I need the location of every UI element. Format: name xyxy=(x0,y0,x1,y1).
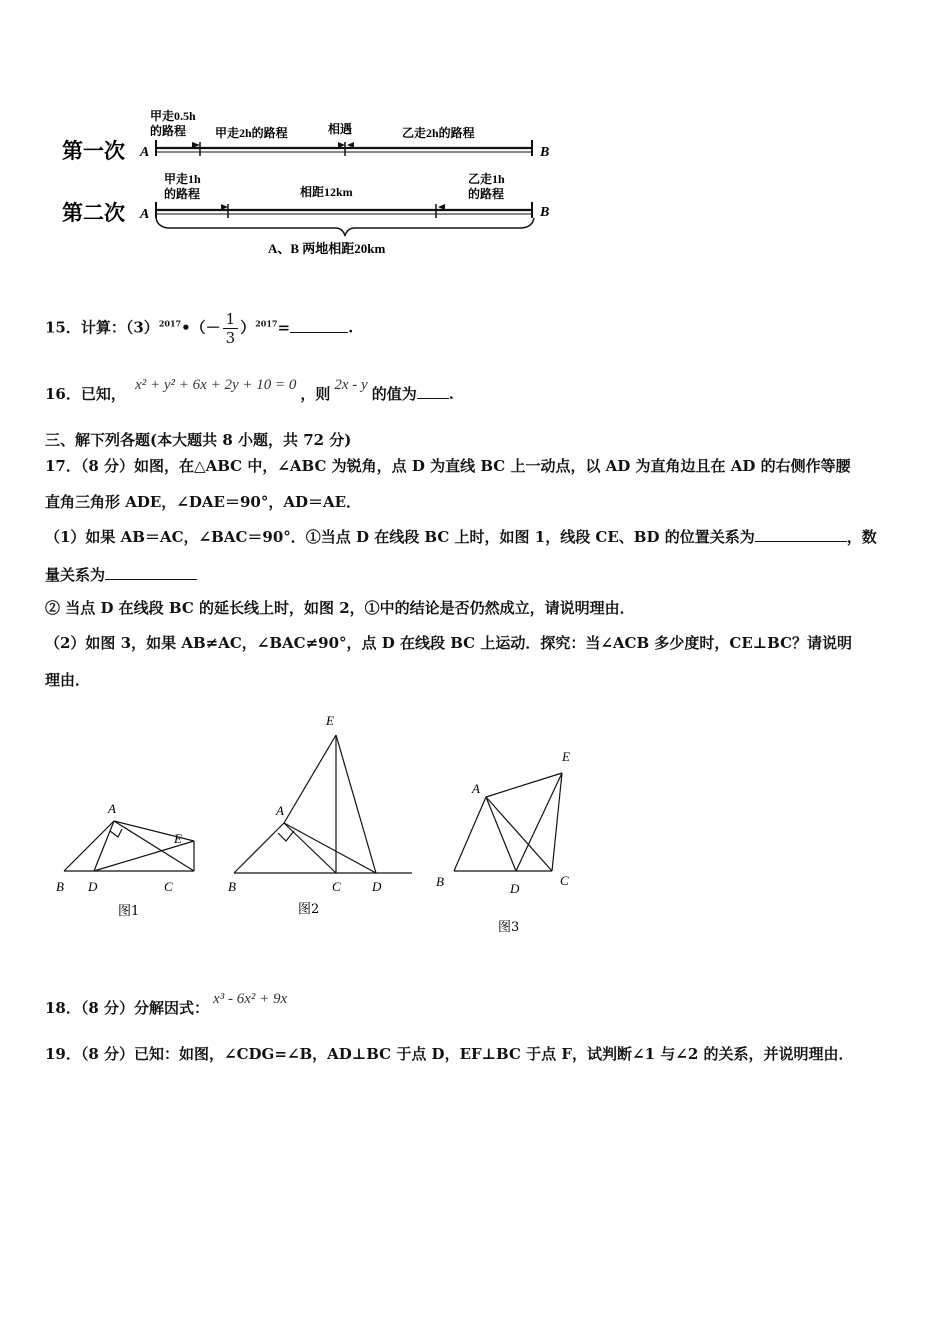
total-brace xyxy=(156,218,534,236)
row1-seg1-line2: 的路程 xyxy=(150,124,187,138)
q16-equation: x² + y² + 6x + 2y + 10 = 0 xyxy=(135,377,297,393)
q17-line3b: ，数 xyxy=(846,528,877,546)
total-distance-text: A、B 两地相距20km xyxy=(268,241,386,256)
fig3-label-d: D xyxy=(510,881,520,896)
fig1-label-b: B xyxy=(56,879,64,894)
section-3-title: 三、解下列各题(本大题共 8 小题，共 72 分) xyxy=(45,431,352,449)
q15-exp2: 2017 xyxy=(255,318,278,329)
q15-mid: •（－ xyxy=(181,318,221,337)
fig3-label-c: C xyxy=(560,873,569,888)
row1-seg3-text: 乙走2h的路程 xyxy=(402,126,475,140)
q17-line1: 17．（8 分）如图，在△ABC 中，∠ABC 为锐角，点 D 为直线 BC 上一动点，以 AD 为直角边且在 AD 的右侧作等腰 xyxy=(45,457,851,475)
row2-point-b: B xyxy=(540,205,550,220)
fig1-caption: 图1 xyxy=(118,904,140,919)
figure-1 xyxy=(64,821,194,871)
q15-prefix: 15．计算：（3） xyxy=(45,318,159,337)
row2-seg3-text xyxy=(468,171,508,201)
q17-line3 xyxy=(45,526,877,547)
q17-line6: （2）如图 3，如果 AB≠AC，∠BAC≠90°，点 D 在线段 BC 上运动．探究：当∠ACB 多少度时，CE⊥BC？请说明 xyxy=(45,634,853,652)
q16-suffix: 的值为 xyxy=(371,385,417,403)
fig2-caption: 图2 xyxy=(298,902,320,917)
q15-close: ） xyxy=(240,318,256,337)
question-16 xyxy=(45,377,454,404)
row2-point-a: A xyxy=(140,207,150,222)
row2-seg1-line1: 甲走1h xyxy=(164,172,201,186)
q15-end: . xyxy=(348,318,354,337)
fig3-label-e: E xyxy=(562,749,570,764)
row1-point-b: B xyxy=(540,145,550,160)
row1-seg1-text xyxy=(150,108,199,138)
fig3-label-b: B xyxy=(436,874,444,889)
q16-mid: ，则 xyxy=(300,385,331,403)
q17-quantity-blank[interactable] xyxy=(105,579,197,580)
fig1-label-d: D xyxy=(88,879,98,894)
distance-diagram xyxy=(60,100,570,265)
q15-fraction xyxy=(223,310,239,347)
q16-end: . xyxy=(448,385,454,403)
figure-2 xyxy=(234,735,412,873)
fig3-label-a: A xyxy=(472,781,480,796)
row2-label: 第二次 xyxy=(62,201,125,225)
q15-answer-blank[interactable] xyxy=(290,332,348,333)
fig1-label-c: C xyxy=(164,879,173,894)
q18-prefix: 18．（8 分）分解因式： xyxy=(45,999,210,1017)
row2-seg3-line2: 的路程 xyxy=(468,187,505,201)
question-19: 19．（8 分）已知：如图，∠CDG=∠B，AD⊥BC 于点 D，EF⊥BC 于点 F，试判断∠1 与∠2 的关系，并说明理由． xyxy=(45,1045,854,1063)
q16-expr: 2x - y xyxy=(334,377,368,393)
row2-seg1-text xyxy=(164,171,204,201)
q18-expr: x³ - 6x² + 9x xyxy=(213,991,288,1007)
q17-line4 xyxy=(45,564,197,585)
q17-line2: 直角三角形 ADE，∠DAE＝90°，AD＝AE． xyxy=(45,493,362,511)
fig2-label-b: B xyxy=(228,879,236,894)
q15-frac-num: 1 xyxy=(223,310,239,329)
q17-line3a: （1）如果 AB＝AC，∠BAC＝90°．①当点 D 在线段 BC 上时，如图 1，线段 CE、BD 的位置关系为 xyxy=(45,528,755,546)
row1-seg2-text: 甲走2h的路程 xyxy=(215,126,288,140)
figure-3 xyxy=(454,773,562,871)
fig3-caption: 图3 xyxy=(498,920,520,935)
fig2-label-c: C xyxy=(332,879,341,894)
q15-suffix: = xyxy=(277,318,291,337)
row1-point-a: A xyxy=(140,145,150,160)
row2-seg3-line1: 乙走1h xyxy=(468,172,505,186)
q16-prefix: 16．已知， xyxy=(45,385,126,403)
q17-figures xyxy=(50,705,600,945)
q17-line5: ② 当点 D 在线段 BC 的延长线上时，如图 2，①中的结论是否仍然成立，请说明理由． xyxy=(45,599,635,617)
q15-exp1: 2017 xyxy=(158,318,182,329)
row1-meet-text: 相遇 xyxy=(328,122,353,136)
fig1-label-a: A xyxy=(108,801,116,816)
fig1-label-e: E xyxy=(174,831,182,846)
question-15 xyxy=(45,310,353,347)
row1-label: 第一次 xyxy=(62,139,125,163)
q17-line4-text: 量关系为 xyxy=(45,566,106,584)
q17-line7: 理由． xyxy=(45,671,91,689)
fig2-label-a: A xyxy=(276,803,284,818)
q16-answer-blank[interactable] xyxy=(417,398,449,399)
row2-mid-text: 相距12km xyxy=(300,185,353,199)
row1-seg1-line1: 甲走0.5h xyxy=(150,109,196,123)
q15-frac-den: 3 xyxy=(225,329,236,347)
q17-position-blank[interactable] xyxy=(755,541,847,542)
fig2-label-e: E xyxy=(326,713,334,728)
fig2-label-d: D xyxy=(372,879,382,894)
question-18 xyxy=(45,991,288,1018)
row2-seg1-line2: 的路程 xyxy=(164,187,201,201)
